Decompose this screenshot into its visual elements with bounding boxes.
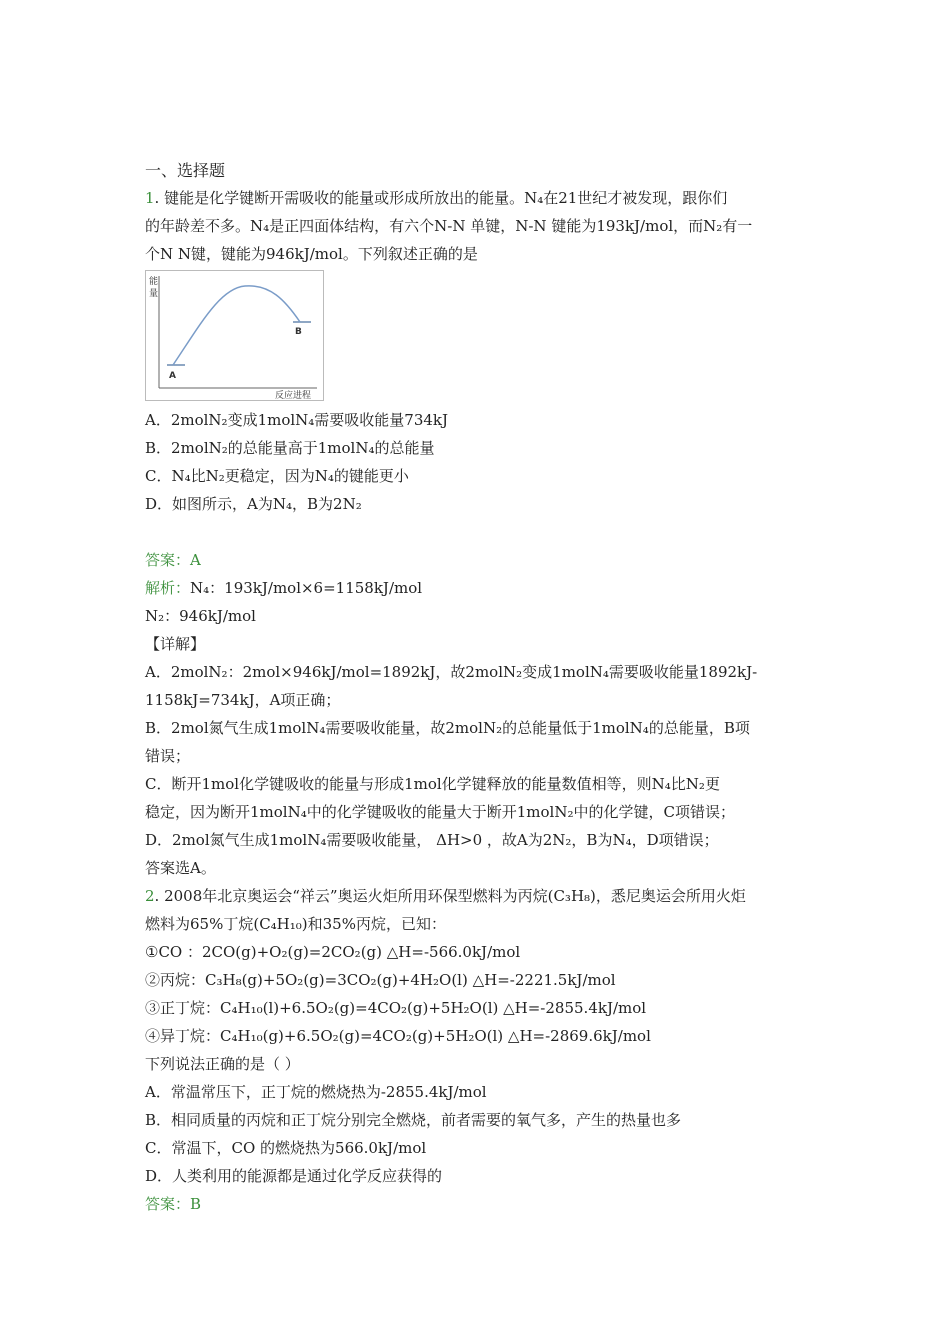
question-2-line-2: 燃料为65%丁烷(C₄H₁₀)和35%丙烷，已知： [145, 915, 446, 933]
question-1-line-2: 的年龄差不多。N₄是正四面体结构，有六个N-N 单键，N-N 键能为193kJ/mol，而N₂有一 [145, 217, 753, 235]
question-1-option-d: D．如图所示，A为N₄，B为2N₂ [145, 495, 362, 513]
y-label-2: 量 [149, 289, 159, 299]
question-2-option-c: C．常温下，CO 的燃烧热为566.0kJ/mol [145, 1139, 427, 1157]
detail-line-5: C．断开1mol化学键吸收的能量与形成1mol化学键释放的能量数值相等，则N₄比N₂更 [145, 775, 720, 793]
detail-line-1: A．2molN₂：2mol×946kJ/mol=1892kJ，故2molN₂变成1molN₄需要吸收能量1892kJ- [145, 663, 758, 681]
question-2-stem: 下列说法正确的是（ ） [145, 1055, 300, 1073]
energy-diagram [145, 270, 325, 402]
reaction-1: ①CO ：2CO(g)+O₂(g)=2CO₂(g) △H=-566.0kJ/mol [145, 943, 521, 961]
question-1-analysis [145, 574, 815, 602]
question-1-line-1 [145, 184, 815, 212]
reaction-2: ②丙烷：C₃H₈(g)+5O₂(g)=3CO₂(g)+4H₂O(l) △H=-2221.5kJ/mol [145, 971, 616, 989]
document-content [145, 158, 815, 1218]
analysis-label: 解析： [145, 579, 191, 597]
question-1-analysis-2: N₂：946kJ/mol [145, 607, 256, 625]
section-title: 一、选择题 [145, 161, 226, 180]
analysis-text: N₄：193kJ/mol×6=1158kJ/mol [190, 579, 423, 597]
reaction-4: ④异丁烷：C₄H₁₀(g)+6.5O₂(g)=4CO₂(g)+5H₂O(l) △H=-2869.6kJ/mol [145, 1027, 651, 1045]
point-a-label: A [169, 371, 176, 381]
detail-line-7: D．2mol氮气生成1molN₄需要吸收能量， ΔH>0 ，故A为2N₂，B为N₄，D项错误； [145, 831, 719, 849]
y-label-1: 能 [149, 277, 159, 287]
energy-diagram-svg [145, 270, 325, 402]
question-2-option-a: A．常温常压下，正丁烷的燃烧热为-2855.4kJ/mol [145, 1083, 487, 1101]
question-1-number: 1 [145, 189, 155, 207]
question-2-answer: 答案：B [145, 1195, 202, 1213]
question-1-answer: 答案：A [145, 551, 201, 569]
question-2-text-1: . 2008年北京奥运会“祥云”奥运火炬所用环保型燃料为丙烷(C₃H₈)，悉尼奥运会所用火炬 [154, 887, 746, 905]
detail-line-4: 错误； [145, 747, 191, 765]
question-2-number: 2 [145, 887, 155, 905]
question-2-line-1 [145, 882, 815, 910]
detail-line-2: 1158kJ=734kJ，A项正确； [145, 691, 341, 709]
question-1-text-1: . 键能是化学键断开需吸收的能量或形成所放出的能量。N₄在21世纪才被发现，跟你们 [154, 189, 728, 207]
detail-line-6: 稳定，因为断开1molN₄中的化学键吸收的能量大于断开1molN₂中的化学键，C项错误； [145, 803, 735, 821]
x-label: 反应进程 [275, 391, 312, 401]
detail-line-8: 答案选A。 [145, 859, 216, 877]
detail-title: 【详解】 [145, 635, 206, 653]
point-b-label: B [295, 327, 302, 337]
detail-line-3: B．2mol氮气生成1molN₄需要吸收能量，故2molN₂的总能量低于1molN₄的总能量，B项 [145, 719, 750, 737]
question-1-option-c: C．N₄比N₂更稳定，因为N₄的键能更小 [145, 467, 409, 485]
question-2-option-b: B．相同质量的丙烷和正丁烷分别完全燃烧，前者需要的氧气多，产生的热量也多 [145, 1111, 682, 1129]
question-2-option-d: D．人类利用的能源都是通过化学反应获得的 [145, 1167, 443, 1185]
question-1-line-3: 个N N键，键能为946kJ/mol。下列叙述正确的是 [145, 245, 478, 263]
reaction-3: ③正丁烷：C₄H₁₀(l)+6.5O₂(g)=4CO₂(g)+5H₂O(l) △H=-2855.4kJ/mol [145, 999, 647, 1017]
question-1-option-b: B．2molN₂的总能量高于1molN₄的总能量 [145, 439, 435, 457]
question-1-option-a: A．2molN₂变成1molN₄需要吸收能量734kJ [145, 411, 449, 429]
spacer [145, 518, 815, 546]
